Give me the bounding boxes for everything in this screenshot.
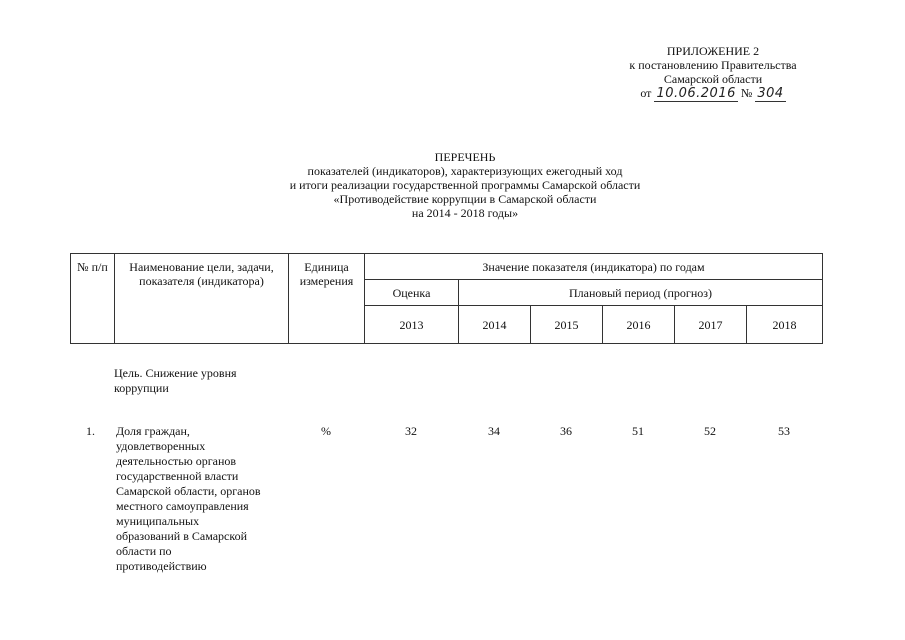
heading-line-1: показателей (индикаторов), характеризующих ежегодный ход <box>307 164 623 178</box>
indicator-table-header <box>70 253 823 344</box>
value-2016: 51 <box>632 424 644 438</box>
heading-title: ПЕРЕЧЕНЬ <box>434 150 496 164</box>
value-2014: 34 <box>488 424 500 438</box>
header-year: 2017 <box>675 306 747 344</box>
header-year: 2013 <box>365 306 459 344</box>
from-label: от <box>640 86 652 100</box>
header-year: 2018 <box>747 306 823 344</box>
header-num: № п/п <box>71 254 115 344</box>
name-line: Доля граждан, <box>116 424 190 438</box>
value-2018: 53 <box>778 424 790 438</box>
appendix-line-2: к постановлению Правительства <box>629 58 797 72</box>
header-values-by-year: Значение показателя (индикатора) по годам <box>365 254 823 280</box>
value-2017: 52 <box>704 424 716 438</box>
name-line: области по <box>116 544 172 558</box>
row-indicator-name <box>116 424 288 574</box>
header-unit: Единица измерения <box>289 254 365 344</box>
name-line: муниципальных <box>116 514 200 528</box>
row-unit: % <box>321 424 331 438</box>
heading-line-3: «Противодействие коррупции в Самарской области <box>333 192 597 206</box>
name-line: удовлетворенных <box>116 439 206 453</box>
header-name: Наименование цели, задачи, показателя (индикатора) <box>115 254 289 344</box>
handwritten-number: 304 <box>757 86 784 101</box>
name-line: противодействию <box>116 559 207 573</box>
handwritten-date: 10.06.2016 <box>656 86 736 101</box>
header-plan-period: Плановый период (прогноз) <box>459 280 823 306</box>
header-year: 2015 <box>531 306 603 344</box>
document-heading <box>220 150 710 220</box>
name-line: образований в Самарской <box>116 529 248 543</box>
row-number: 1. <box>86 424 95 438</box>
appendix-title: ПРИЛОЖЕНИЕ 2 <box>666 44 760 58</box>
appendix-date-line <box>640 86 785 101</box>
heading-line-4: на 2014 - 2018 годы» <box>411 206 519 220</box>
name-line: государственной власти <box>116 469 239 483</box>
header-year: 2014 <box>459 306 531 344</box>
appendix-header <box>600 44 826 101</box>
heading-line-2: и итоги реализации государственной программы Самарской области <box>289 178 641 192</box>
header-estimate: Оценка <box>365 280 459 306</box>
appendix-line-3: Самарской области <box>663 72 763 86</box>
value-2015: 36 <box>560 424 572 438</box>
name-line: Самарской области, органов <box>116 484 261 498</box>
header-year: 2016 <box>603 306 675 344</box>
name-line: местного самоуправления <box>116 499 249 513</box>
number-label: № <box>740 86 753 100</box>
goal-label: Цель. Снижение уровня коррупции <box>114 366 237 395</box>
value-2013: 32 <box>405 424 417 438</box>
name-line: деятельностью органов <box>116 454 237 468</box>
